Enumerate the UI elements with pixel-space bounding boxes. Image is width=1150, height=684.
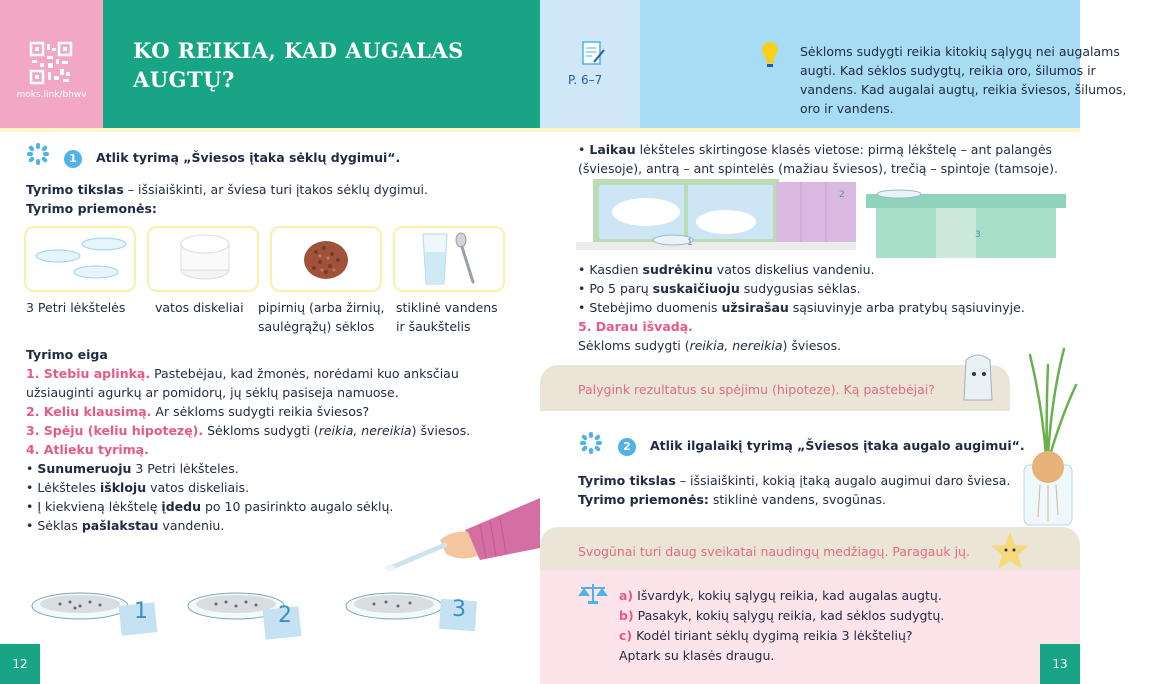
daily-text: vatos diskelius vandeniu. xyxy=(712,262,875,277)
step-5-label: 5. Darau išvadą. xyxy=(578,319,693,334)
step-2-label: 2. Keliu klausimą. xyxy=(26,404,152,419)
step-4-label: 4. Atlieku tyrimą. xyxy=(26,442,149,457)
step-3-text-b: ) šviesos. xyxy=(411,423,471,438)
page-title xyxy=(133,36,513,94)
bullet-number: • Sunumeruoju 3 Petri lėkšteles. xyxy=(26,461,239,476)
classroom-illustration xyxy=(576,182,1076,260)
goal2-label: Tyrimo tikslas xyxy=(578,473,676,488)
info-panel xyxy=(640,0,1127,128)
shelf-label-1: 1 xyxy=(687,238,693,248)
right-page xyxy=(540,0,1127,684)
procedure-label: Tyrimo eiga xyxy=(26,347,108,362)
goal2-line xyxy=(578,471,1010,490)
task-1-title: Atlik tyrimą „Šviesos įtaka sėklų dygimui“. xyxy=(95,150,401,165)
tools2-line xyxy=(578,490,886,509)
daily-line xyxy=(578,260,875,279)
left-page xyxy=(0,0,540,684)
dish-label-3: 3 xyxy=(452,597,466,622)
qr-link[interactable]: moks.link/bhwv xyxy=(16,90,87,100)
task-2-number: 2 xyxy=(618,438,636,456)
conclusion-b: ) šviesos. xyxy=(782,338,842,353)
lightbulb-icon xyxy=(760,40,780,68)
info-line-2: augti. Kad sėklos sudygtų, reikia oro, šilumos ir xyxy=(800,63,1096,78)
cotton-pads-icon xyxy=(149,228,257,290)
step-3-italic: reikia, nereikia xyxy=(318,423,412,438)
page-ref-panel xyxy=(540,0,640,128)
question-b-text: Pasakyk, kokių sąlygų reikia, kad sėklos sudygtų. xyxy=(633,608,945,623)
loading-spinner-icon xyxy=(580,432,602,454)
material-label-glass-2: ir šaukštelis xyxy=(396,319,471,334)
petri-dish-2 xyxy=(186,584,316,644)
record-line xyxy=(578,298,1025,317)
header-stripe xyxy=(0,128,540,132)
scales-icon xyxy=(578,582,608,604)
bullet-2-pre: • Lėkšteles xyxy=(26,480,100,495)
bullet-seed xyxy=(26,497,393,516)
task-2-heading xyxy=(618,436,1025,456)
info-text xyxy=(800,42,1150,118)
bullet-3-bold: įdedu xyxy=(161,499,201,514)
record-bold: užsirašau xyxy=(721,300,789,315)
keep-line: • Laikau lėkšteles skirtingose klasės vietose: pirmą lėkštelę – ant palangės xyxy=(578,142,1053,157)
bullet-2-bold: iškloju xyxy=(100,480,147,495)
character-illustration xyxy=(958,350,998,412)
shelf-label-2: 2 xyxy=(839,190,845,200)
daily-pre: • Kasdien xyxy=(578,262,643,277)
dish-label-1: 1 xyxy=(134,599,148,624)
record-pre: • Stebėjimo duomenis xyxy=(578,300,722,315)
info-line-3: vandens. Kad augalai augtų, reikia šviesos, šilumos, xyxy=(800,82,1127,97)
conclusion-line xyxy=(578,336,841,355)
step-3 xyxy=(26,421,470,440)
material-card-cotton xyxy=(147,226,259,292)
step-1-label: 1. Stebiu aplinką. xyxy=(26,366,151,381)
question-a-label: a) xyxy=(619,588,634,603)
onion-plant-illustration xyxy=(1016,345,1080,535)
count-pre: • Po 5 parų xyxy=(578,281,653,296)
tools2-text: stiklinė vandens, svogūnas. xyxy=(708,492,887,507)
workbook-icon[interactable] xyxy=(580,40,606,66)
step-1-cont: užsiauginti agurkų ar pomidorų, jų sėklų pasiseja namuose. xyxy=(26,385,399,400)
task-1-number: 1 xyxy=(64,150,82,168)
glass-spoon-icon xyxy=(395,228,503,290)
bullet-2-text: vatos diskeliais. xyxy=(146,480,250,495)
material-label-glass-1: stiklinė vandens xyxy=(396,300,498,315)
question-c-text: Kodėl tiriant sėklų dygimą reikia 3 lėkštelių? xyxy=(632,628,913,643)
goal2-text: – išsiaiškinti, kokią įtaką augalo augimui daro šviesa. xyxy=(675,473,1011,488)
count-text: sudygusias sėklas. xyxy=(739,281,861,296)
onion-text: Svogūnai turi daug sveikatai naudingų medžiagų. Paragauk jų. xyxy=(578,544,970,559)
record-text: sąsiuvinyje arba pratybų sąsiuvinyje. xyxy=(788,300,1025,315)
step-1-text: Pastebėjau, kad žmonės, norėdami kuo anksčiau xyxy=(150,366,459,381)
info-line-1: Sėkloms sudygti reikia kitokių sąlygų nei augalams xyxy=(800,44,1120,59)
daily-bold: sudrėkinu xyxy=(642,262,713,277)
goal-text: – išsiaiškinti, ar šviesa turi įtakos sėklų dygimui. xyxy=(123,182,429,197)
count-line xyxy=(578,279,861,298)
conclusion-italic: reikia, nereikia xyxy=(689,338,783,353)
qr-panel xyxy=(0,0,103,128)
step-2-text: Ar sėkloms sudygti reikia šviesos? xyxy=(151,404,370,419)
material-card-seeds xyxy=(270,226,382,292)
task-2-title: Atlik ilgalaikį tyrimą „Šviesos įtaka augalo augimui“. xyxy=(649,438,1025,453)
material-label-seeds-1: pipirnių (arba žirnių, xyxy=(258,300,385,315)
petri-dishes-icon xyxy=(26,228,134,290)
info-line-4: oro ir vandens. xyxy=(800,101,894,116)
bullet-4-text: vandeniu. xyxy=(158,518,225,533)
question-a xyxy=(619,586,942,605)
bullet-4-bold: pašlakstau xyxy=(81,518,159,533)
material-label-cotton: vatos diskeliai xyxy=(155,300,244,315)
question-c-label: c) xyxy=(619,628,633,643)
material-label-seeds-2: saulėgrąžų) sėklos xyxy=(258,319,375,334)
tools2-label: Tyrimo priemonės: xyxy=(578,492,709,507)
shelf-label-3: 3 xyxy=(975,230,981,240)
question-a-text: Išvardyk, kokių sąlygų reikia, kad augalas augtų. xyxy=(633,588,942,603)
bullet-1-text: 3 Petri lėkšteles. xyxy=(131,461,239,476)
page-number-right: 13 xyxy=(1040,644,1080,684)
loading-spinner-icon xyxy=(27,143,49,165)
keep-text: lėkšteles skirtingose klasės vietose: pirmą lėkštelę – ant palangės xyxy=(635,142,1053,157)
question-b-label: b) xyxy=(619,608,634,623)
page-number-left: 12 xyxy=(0,644,40,684)
material-card-petri xyxy=(24,226,136,292)
bullet-line xyxy=(26,478,249,497)
hand-pipette-illustration xyxy=(380,490,540,580)
keep-line-2: (šviesoje), antrą – ant spintelės (mažiau šviesos), trečią – spintoje (tamsoje). xyxy=(578,161,1058,176)
question-discuss: Aptark su klasės draugu. xyxy=(619,648,775,663)
bullet-3-pre: • Į kiekvieną lėkštelę xyxy=(26,499,162,514)
step-3-text-a: Sėkloms sudygti ( xyxy=(203,423,319,438)
bullet-1-bold: Sunumeruoju xyxy=(37,461,132,476)
step-1 xyxy=(26,364,459,383)
goal-label: Tyrimo tikslas xyxy=(26,182,124,197)
material-card-glass xyxy=(393,226,505,292)
header-stripe-right xyxy=(540,128,1080,132)
dish-label-2: 2 xyxy=(278,603,292,628)
task-1-heading xyxy=(64,148,400,168)
petri-dish-3 xyxy=(344,584,484,644)
goal-line xyxy=(26,180,428,199)
tools-label: Tyrimo priemonės: xyxy=(26,201,157,216)
compare-text: Palygink rezultatus su spėjimu (hipoteze). Ką pastebėjai? xyxy=(578,382,935,397)
keep-bold: Laikau xyxy=(589,142,636,157)
bullet-water xyxy=(26,516,224,535)
petri-dish-1 xyxy=(30,584,160,644)
qr-code-icon[interactable] xyxy=(30,42,72,84)
conclusion-a: Sėkloms sudygti ( xyxy=(578,338,690,353)
bullet-3-text: po 10 pasirinkto augalo sėklų. xyxy=(200,499,394,514)
title-line-2: AUGTŲ? xyxy=(133,67,235,92)
question-c xyxy=(619,626,913,645)
step-3-label: 3. Spėju (keliu hipotezę). xyxy=(26,423,204,438)
title-line-1: KO REIKIA, KAD AUGALAS xyxy=(133,38,464,63)
count-bold: suskaičiuoju xyxy=(652,281,740,296)
title-panel xyxy=(103,0,540,128)
page-reference[interactable]: P. 6–7 xyxy=(568,73,603,87)
step-2 xyxy=(26,402,369,421)
seeds-icon xyxy=(272,228,380,290)
material-label-petri: 3 Petri lėkštelės xyxy=(26,300,126,315)
question-b xyxy=(619,606,944,625)
bullet-4-pre: • Sėklas xyxy=(26,518,82,533)
